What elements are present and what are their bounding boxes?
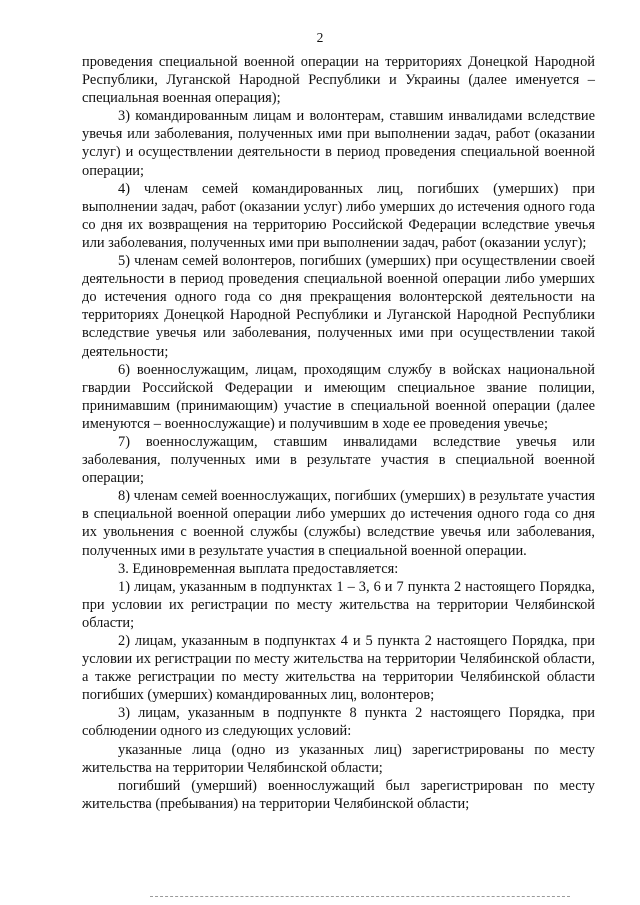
paragraph-condition-1: указанные лица (одно из указанных лиц) зарегистрированы по месту жительства на территории Челябинской области; (82, 741, 595, 776)
document-body (82, 53, 595, 813)
paragraph-subitem-3: 3) лицам, указанным в подпункте 8 пункта 2 настоящего Порядка, при соблюдении одного из следующих условий: (82, 705, 595, 740)
paragraph-continuation: проведения специальной военной операции на территориях Донецкой Народной Республики, Луганской Народной Республики и Украины (далее именуется – специальная военная операция); (82, 54, 595, 107)
paragraph-item-8: 8) членам семей военнослужащих, погибших (умерших) в результате участия в специальной военной операции либо умерших до истечения одного года со дня их увольнения с военной службы (службы) вследствие увечья или заболевания, полученных ими в результате участия в специальной военной операции. (82, 488, 595, 559)
page-number: 2 (316, 30, 324, 45)
scan-bottom-artifact (150, 896, 570, 897)
paragraph-subitem-2: 2) лицам, указанным в подпунктах 4 и 5 пункта 2 настоящего Порядка, при условии их регистрации по месту жительства на территории Челябинской области, а также регистрации по месту жительства на территории Челябинской области погибших (умерших) командированных лиц, волонтеров; (82, 633, 595, 704)
paragraph-condition-2: погибший (умерший) военнослужащий был зарегистрирован по месту жительства (пребывания) на территории Челябинской области; (82, 777, 595, 812)
paragraph-item-7: 7) военнослужащим, ставшим инвалидами вследствие увечья или заболевания, полученных ими в результате участия в специальной военной операции; (82, 433, 595, 487)
section-3-heading: 3. Единовременная выплата предоставляется: (118, 560, 399, 577)
paragraph-item-5: 5) членам семей волонтеров, погибших (умерших) при осуществлении своей деятельности в период проведения специальной военной операции либо умерших до истечения одного года со дня прекращения волонтерской деятельности на территориях Донецкой Народной Республики и Луганской Народной Республики вследствие увечья или заболевания, полученных ими при осуществлении такой деятельности; (82, 253, 595, 360)
paragraph-item-3: 3) командированным лицам и волонтерам, ставшим инвалидами вследствие увечья или заболевания, полученных ими при выполнении задач, работ (оказании услуг) и осуществлении деятельности в период проведения специальной военной операции; (82, 108, 595, 179)
paragraph-subitem-1: 1) лицам, указанным в подпунктах 1 – 3, 6 и 7 пункта 2 настоящего Порядка, при условии их регистрации по месту жительства на территории Челябинской области; (82, 578, 595, 631)
paragraph-item-4: 4) членам семей командированных лиц, погибших (умерших) при выполнении задач, работ (оказании услуг) либо умерших до истечения одного года со дня их возвращения на территорию Российской Федерации вследствие увечья или заболевания, полученных ими при выполнении задач, работ (оказании услуг); (82, 180, 595, 251)
paragraph-item-6: 6) военнослужащим, лицам, проходящим службу в войсках национальной гвардии Российской Федерации и имеющим специальное звание полиции, принимавшим (принимающим) участие в специальной военной операции (далее именуются – военнослужащие) и получившим в ходе ее проведения увечье; (82, 361, 595, 432)
